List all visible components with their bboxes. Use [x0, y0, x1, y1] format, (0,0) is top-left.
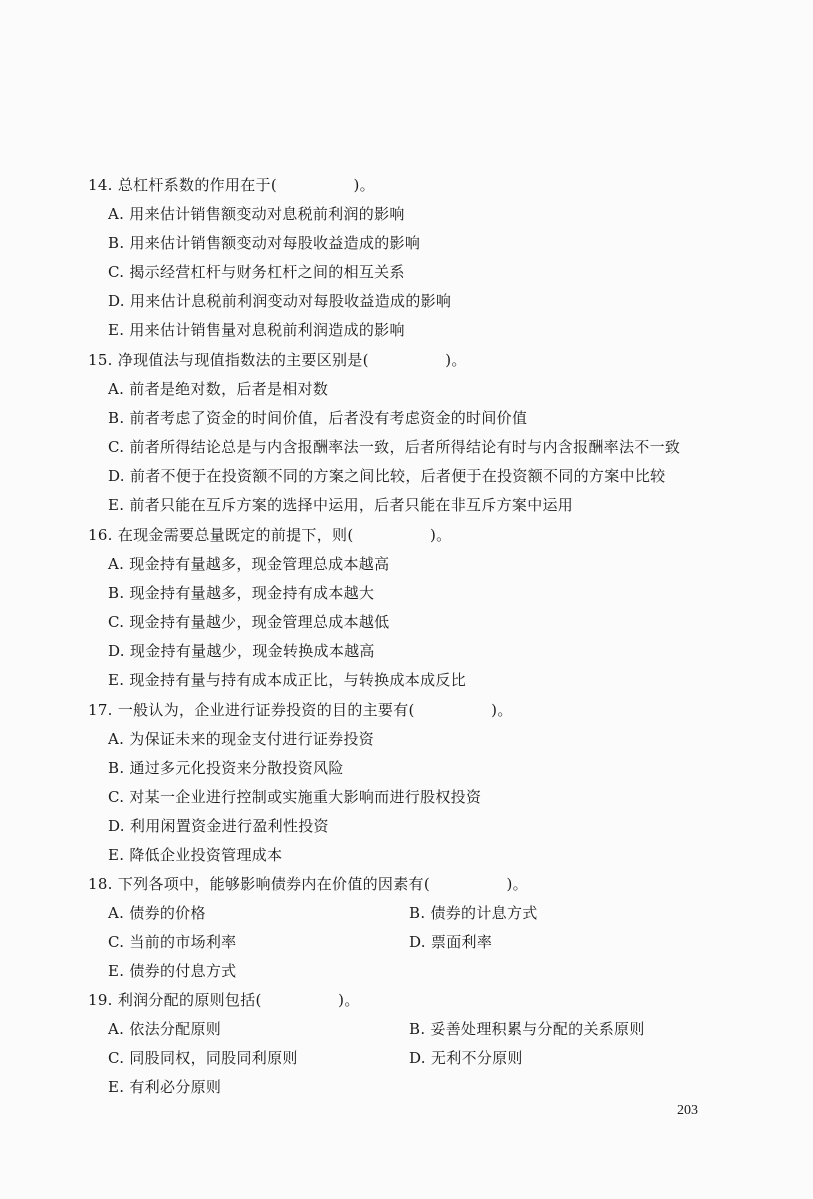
- question-19-option-c: C. 同股同权，同股同利原则: [108, 1049, 298, 1067]
- question-14-option-a: A. 用来估计销售额变动对息税前利润的影响: [108, 205, 405, 223]
- question-15-option-e: E. 前者只能在互斥方案的选择中运用，后者只能在非互斥方案中运用: [108, 496, 574, 514]
- question-19-option-d: D. 无利不分原则: [409, 1049, 523, 1067]
- question-16-option-d: D. 现金持有量越少，现金转换成本越高: [108, 642, 375, 660]
- question-17-option-e: E. 降低企业投资管理成本: [108, 846, 283, 864]
- question-19-stem: 19. 利润分配的原则包括( )。: [88, 991, 360, 1009]
- question-14-option-e: E. 用来估计销售量对息税前利润造成的影响: [108, 321, 405, 339]
- question-18-option-b: B. 债券的计息方式: [409, 904, 538, 922]
- question-14-stem: 14. 总杠杆系数的作用在于( )。: [88, 176, 375, 194]
- question-16-stem: 16. 在现金需要总量既定的前提下，则( )。: [88, 526, 452, 544]
- question-15-option-a: A. 前者是绝对数，后者是相对数: [108, 380, 329, 398]
- question-18-option-c: C. 当前的市场利率: [108, 933, 237, 951]
- question-17-option-c: C. 对某一企业进行控制或实施重大影响而进行股权投资: [108, 788, 482, 806]
- question-16-option-a: A. 现金持有量越多，现金管理总成本越高: [108, 555, 390, 573]
- question-19-option-a: A. 依法分配原则: [108, 1020, 222, 1038]
- question-14-option-c: C. 揭示经营杠杆与财务杠杆之间的相互关系: [108, 263, 405, 281]
- question-15-option-d: D. 前者不便于在投资额不同的方案之间比较，后者便于在投资额不同的方案中比较: [108, 467, 666, 485]
- question-15-option-c: C. 前者所得结论总是与内含报酬率法一致，后者所得结论有时与内含报酬率法不一致: [108, 438, 681, 456]
- question-17-option-b: B. 通过多元化投资来分散投资风险: [108, 759, 344, 777]
- question-19-option-b: B. 妥善处理积累与分配的关系原则: [409, 1020, 645, 1038]
- question-16-option-e: E. 现金持有量与持有成本成正比，与转换成本成反比: [108, 671, 466, 689]
- question-19-option-e: E. 有利必分原则: [108, 1078, 222, 1096]
- question-18-stem: 18. 下列各项中，能够影响债券内在价值的因素有( )。: [88, 875, 528, 893]
- question-14-option-d: D. 用来估计息税前利润变动对每股收益造成的影响: [108, 292, 452, 310]
- question-15-stem: 15. 净现值法与现值指数法的主要区别是( )。: [88, 351, 467, 369]
- question-18-option-e: E. 债券的付息方式: [108, 962, 237, 980]
- question-16-option-b: B. 现金持有量越多，现金持有成本越大: [108, 584, 375, 602]
- question-17-option-a: A. 为保证未来的现金支付进行证券投资: [108, 730, 375, 748]
- page-number: 203: [677, 1103, 698, 1118]
- question-15-option-b: B. 前者考虑了资金的时间价值，后者没有考虑资金的时间价值: [108, 409, 528, 427]
- question-17-option-d: D. 利用闲置资金进行盈利性投资: [108, 817, 329, 835]
- question-17-stem: 17. 一般认为，企业进行证券投资的目的主要有( )。: [88, 701, 513, 719]
- question-14-option-b: B. 用来估计销售额变动对每股收益造成的影响: [108, 234, 421, 252]
- question-16-option-c: C. 现金持有量越少，现金管理总成本越低: [108, 613, 390, 631]
- question-18-option-a: A. 债券的价格: [108, 904, 206, 922]
- question-18-option-d: D. 票面利率: [409, 933, 493, 951]
